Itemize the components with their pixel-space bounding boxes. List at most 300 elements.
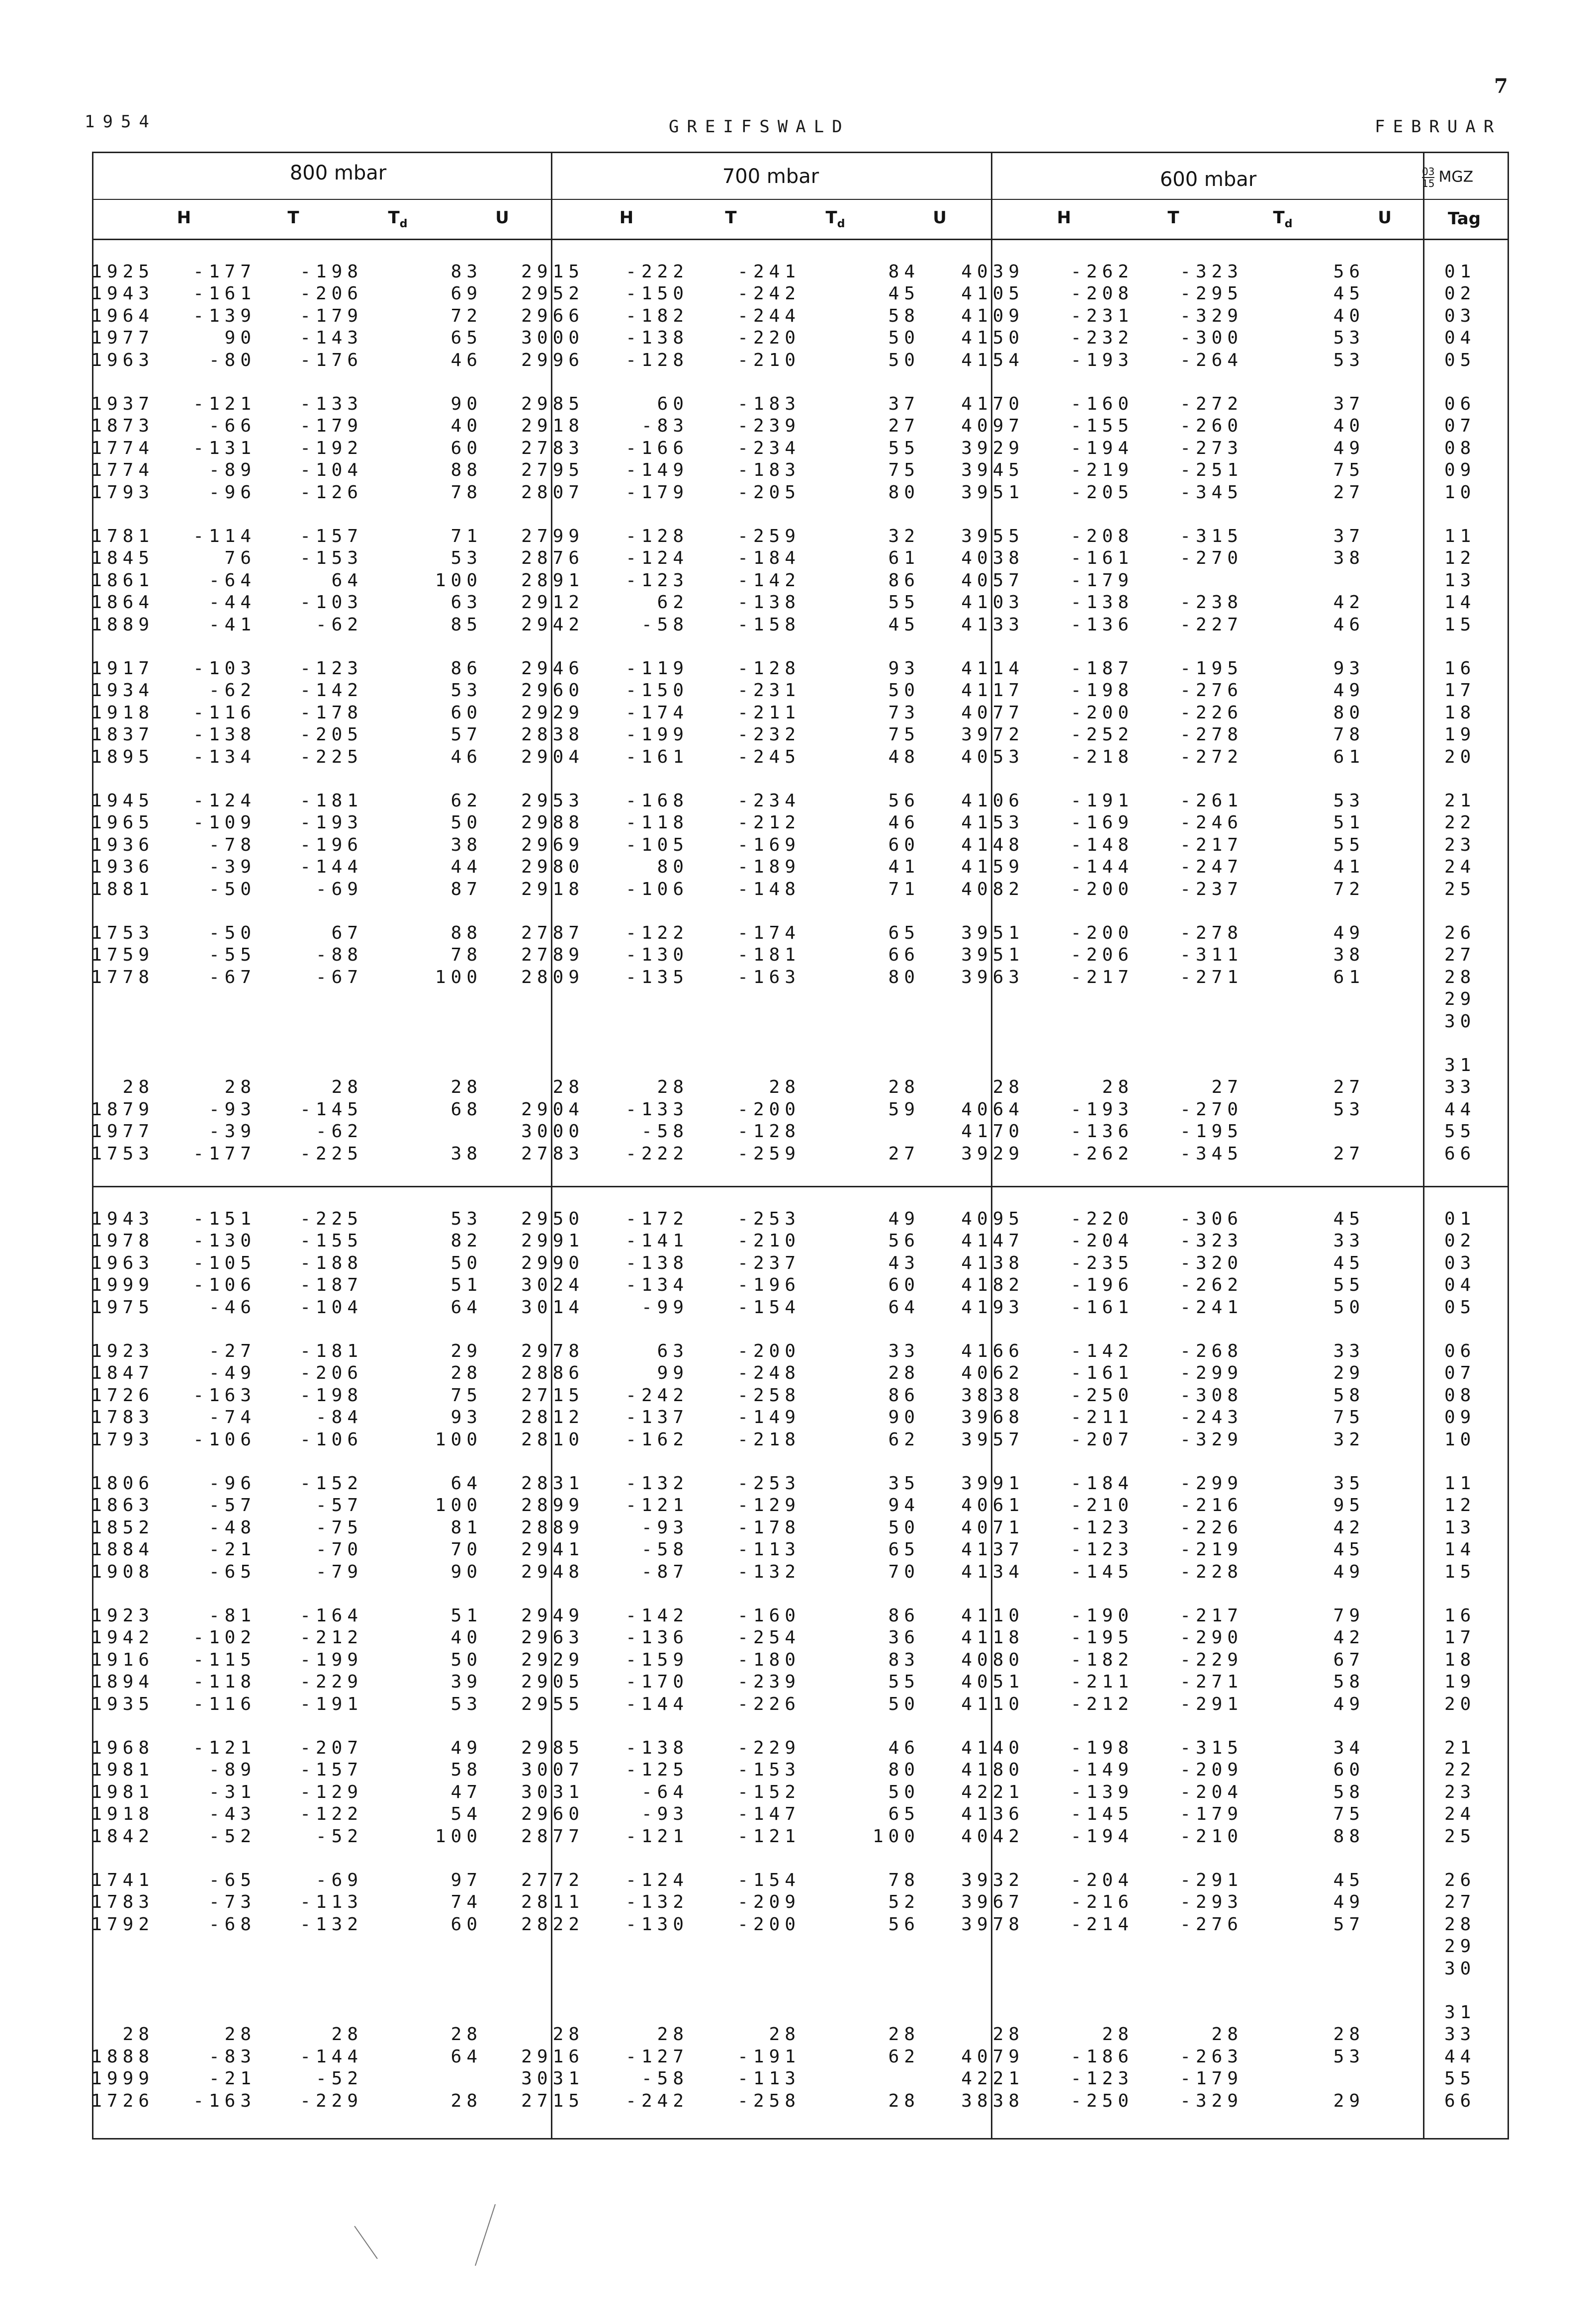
cell-600-td: -311 [1180, 945, 1243, 966]
cell-800-td: -155 [300, 1231, 363, 1251]
cell-800-t: -163 [193, 2090, 256, 2111]
cell-600-t: -196 [1070, 1275, 1134, 1296]
cell-800-h: 1781 [91, 526, 154, 546]
cell-800-t: -116 [193, 1694, 256, 1714]
cell-800-h: 1925 [91, 262, 154, 282]
tag-cell: 31 [1444, 1055, 1476, 1075]
cell-700-u: 55 [888, 592, 920, 613]
cell-600-td: -291 [1180, 1870, 1243, 1890]
cell-800-u [393, 2002, 482, 2024]
cell-700-u: 46 [888, 812, 920, 833]
tag-cell: 23 [1444, 1782, 1476, 1802]
cell-600-u: 42 [1333, 1517, 1365, 1538]
cell-800-u [393, 1011, 482, 1033]
cell-700-t: -124 [625, 1870, 689, 1890]
cell-700-u: 41 [888, 857, 920, 878]
cell-800-h: 1884 [91, 1539, 154, 1560]
cell-600-td: -219 [1180, 1539, 1243, 1560]
cell-800-u: 64 [450, 2046, 482, 2067]
cell-800-u [393, 1936, 482, 1958]
cell-800-t: -68 [208, 1914, 256, 1935]
cell-700-t: -93 [641, 1804, 689, 1825]
cell-600-td: -238 [1180, 592, 1243, 613]
cell-800-t: -81 [208, 1606, 256, 1626]
cell-700-u: 37 [888, 394, 920, 414]
cell-600-td: -345 [1180, 1143, 1243, 1164]
cell-600-h: 4114 [961, 658, 1024, 679]
cell-700-u: 28 [888, 2090, 920, 2111]
cell-700-h: 2889 [521, 1517, 584, 1538]
cell-600-h [935, 1055, 1024, 1076]
cell-800-td: -79 [315, 1561, 363, 1582]
cell-800-u: 40 [450, 416, 482, 437]
cell-700-u: 75 [888, 724, 920, 745]
cell-700-u: 50 [888, 1694, 920, 1714]
tag-cell: 18 [1444, 702, 1476, 723]
cell-700-u [830, 1936, 920, 1958]
cell-700-t: -125 [625, 1760, 689, 1781]
cell-600-h: 4077 [961, 702, 1024, 723]
cell-700-h: 2963 [521, 1627, 584, 1648]
cell-800-t: -177 [193, 262, 256, 282]
cell-600-td: -195 [1180, 1121, 1243, 1142]
cell-700-td: -184 [737, 548, 800, 569]
cell-800-h [65, 988, 154, 1010]
cell-700-t: -132 [625, 1892, 689, 1913]
cell-600-t: -198 [1070, 1738, 1134, 1758]
cell-600-t: -235 [1070, 1252, 1134, 1273]
cell-600-t: -208 [1070, 526, 1134, 546]
cell-600-t: -198 [1070, 680, 1134, 701]
col-header-700-u: U [933, 208, 947, 228]
cell-700-u: 64 [888, 1297, 920, 1318]
cell-700-u [830, 988, 920, 1010]
cell-700-u: 80 [888, 967, 920, 987]
cell-800-u: 69 [450, 283, 482, 304]
cell-700-td: -258 [737, 2090, 800, 2111]
cell-600-u [1275, 988, 1365, 1010]
cell-700-t: -174 [625, 702, 689, 723]
cell-700-t: -172 [625, 1209, 689, 1229]
cell-600-u: 27 [1333, 1143, 1365, 1164]
cell-800-t: -130 [193, 1231, 256, 1251]
cell-800-td: -191 [300, 1694, 363, 1714]
tag-cell: 05 [1444, 1297, 1476, 1318]
cell-600-td: -299 [1180, 1363, 1243, 1384]
cell-600-h: 4150 [961, 328, 1024, 349]
cell-700-h: 2795 [521, 460, 584, 481]
cell-700-t: -242 [625, 2090, 689, 2111]
cell-600-t: -193 [1070, 350, 1134, 370]
cell-800-t: -52 [208, 1826, 256, 1847]
cell-600-h: 4110 [961, 1694, 1024, 1714]
cell-800-h: 1965 [91, 812, 154, 833]
cell-800-h: 1845 [91, 548, 154, 569]
cell-700-u: 50 [888, 680, 920, 701]
cell-700-td: -189 [737, 857, 800, 878]
cell-800-u: 46 [450, 350, 482, 370]
cell-600-t: -142 [1070, 1341, 1134, 1361]
cell-800-t: -83 [208, 2046, 256, 2067]
cell-800-t: -114 [193, 526, 256, 546]
cell-800-u: 50 [450, 1252, 482, 1273]
cell-600-td: -272 [1180, 746, 1243, 767]
cell-800-u: 90 [450, 394, 482, 414]
cell-600-td: -251 [1180, 460, 1243, 481]
cell-800-t: -62 [208, 680, 256, 701]
cell-700-t: -58 [641, 2068, 689, 2089]
cell-700-u: 45 [888, 614, 920, 635]
cell-600-t: -169 [1070, 812, 1134, 833]
cell-600-td: -329 [1180, 1429, 1243, 1450]
tag-cell: 04 [1444, 328, 1476, 349]
tag-cell: 66 [1444, 1143, 1476, 1164]
cell-700-h [495, 1011, 584, 1033]
cell-600-h: 4180 [961, 1760, 1024, 1781]
cell-800-t: 90 [224, 328, 256, 349]
page-number: 7 [1494, 75, 1508, 98]
tag-cell: 23 [1444, 834, 1476, 855]
cell-600-t: -161 [1070, 1297, 1134, 1318]
cell-700-td: -212 [737, 812, 800, 833]
cell-800-h: 1889 [91, 614, 154, 635]
cell-800-u: 83 [450, 262, 482, 282]
cell-700-h [495, 2002, 584, 2024]
cell-600-u: 45 [1333, 1252, 1365, 1273]
cell-700-td: -205 [737, 482, 800, 503]
cell-600-u: 27 [1333, 1077, 1365, 1098]
cell-700-t: -93 [641, 1517, 689, 1538]
cell-700-h: 3031 [521, 1782, 584, 1802]
cell-800-u: 38 [450, 834, 482, 855]
cell-800-h: 1863 [91, 1495, 154, 1516]
cell-600-u [1275, 1936, 1365, 1958]
tag-cell: 10 [1444, 1429, 1476, 1450]
cell-800-t: -41 [208, 614, 256, 635]
cell-700-h: 2809 [521, 967, 584, 987]
cell-600-t: -194 [1070, 438, 1134, 458]
cell-800-td: -143 [300, 328, 363, 349]
cell-600-td: -179 [1180, 1804, 1243, 1825]
cell-600-h: 4170 [961, 1121, 1024, 1142]
cell-700-u: 28 [888, 2024, 920, 2045]
cell-800-td: -67 [315, 967, 363, 987]
cell-700-t: -123 [625, 570, 689, 591]
tag-cell: 13 [1444, 1517, 1476, 1538]
cell-600-h: 3951 [961, 923, 1024, 943]
cell-700-t: -137 [625, 1407, 689, 1428]
cell-600-td [1153, 1936, 1243, 1958]
tag-cell: 26 [1444, 1870, 1476, 1890]
cell-700-u: 90 [888, 1407, 920, 1428]
cell-600-h: 4118 [961, 1627, 1024, 1648]
cell-800-h: 1783 [91, 1407, 154, 1428]
cell-800-u: 28 [450, 1077, 482, 1098]
cell-600-h [935, 2002, 1024, 2024]
cell-800-h: 28 [122, 1077, 154, 1098]
cell-600-u: 49 [1333, 1561, 1365, 1582]
cell-700-h: 2929 [521, 702, 584, 723]
cell-800-h: 1894 [91, 1672, 154, 1693]
cell-700-td: -259 [737, 1143, 800, 1164]
cell-700-t: -162 [625, 1429, 689, 1450]
tag-cell: 30 [1444, 1958, 1476, 1979]
cell-800-t: -138 [193, 724, 256, 745]
tag-cell: 55 [1444, 2068, 1476, 2089]
cell-800-h: 1741 [91, 1870, 154, 1890]
cell-800-td: -225 [300, 1143, 363, 1164]
cell-700-td: -218 [737, 1429, 800, 1450]
cell-800-h [65, 1011, 154, 1033]
cell-800-td: -178 [300, 702, 363, 723]
cell-600-h: 3955 [961, 526, 1024, 546]
cell-700-h: 2952 [521, 283, 584, 304]
cell-800-td: -129 [300, 1782, 363, 1802]
cell-700-u: 78 [888, 1870, 920, 1890]
cell-700-h [495, 988, 584, 1010]
cell-700-td: -113 [737, 1539, 800, 1560]
cell-700-td: -132 [737, 1561, 800, 1582]
cell-600-t: -220 [1070, 1209, 1134, 1229]
cell-700-t: -142 [625, 1606, 689, 1626]
cell-800-h: 1945 [91, 791, 154, 811]
cell-800-t: -89 [208, 1760, 256, 1781]
cell-800-t: 76 [224, 548, 256, 569]
col-header-800-u: U [495, 208, 509, 228]
cell-600-t: -200 [1070, 923, 1134, 943]
tag-cell: 06 [1444, 394, 1476, 414]
tag-cell: 17 [1444, 680, 1476, 701]
cell-800-t: -80 [208, 350, 256, 370]
cell-700-t: -124 [625, 548, 689, 569]
cell-800-u: 49 [450, 1738, 482, 1758]
cell-700-h: 3031 [521, 2068, 584, 2089]
cell-800-t: -106 [193, 1275, 256, 1296]
level-800-header: 800 mbar [289, 162, 387, 184]
cell-700-h: 2985 [521, 394, 584, 414]
cell-600-t: -139 [1070, 1782, 1134, 1802]
cell-700-h: 2990 [521, 1252, 584, 1273]
cell-800-td: -179 [300, 416, 363, 437]
cell-800-td [273, 1936, 363, 1958]
cell-700-h: 2787 [521, 923, 584, 943]
cell-600-u: 78 [1333, 724, 1365, 745]
cell-700-u: 50 [888, 1782, 920, 1802]
cell-800-h: 1888 [91, 2046, 154, 2067]
cell-600-td: -179 [1180, 2068, 1243, 2089]
tag-cell: 19 [1444, 1672, 1476, 1693]
cell-600-u: 95 [1333, 1495, 1365, 1516]
col-header-800-td: $T_d$ [388, 208, 408, 230]
cell-600-td: -306 [1180, 1209, 1243, 1229]
cell-600-u: 75 [1333, 460, 1365, 481]
cell-700-td [711, 1958, 800, 1980]
cell-700-td: -158 [737, 614, 800, 635]
cell-600-h: 3951 [961, 945, 1024, 966]
tag-cell: 12 [1444, 548, 1476, 569]
cell-700-t: -127 [625, 2046, 689, 2067]
tag-cell: 44 [1444, 1099, 1476, 1120]
cell-600-t: -186 [1070, 2046, 1134, 2067]
cell-600-td: -270 [1180, 1099, 1243, 1120]
cell-800-td: -164 [300, 1606, 363, 1626]
cell-800-t [167, 1958, 256, 1980]
cell-700-h: 2899 [521, 1495, 584, 1516]
cell-800-u: 72 [450, 305, 482, 326]
cell-600-td: -273 [1180, 438, 1243, 458]
tag-cell: 06 [1444, 1341, 1476, 1361]
cell-700-t: -58 [641, 1539, 689, 1560]
cell-700-td: -148 [737, 879, 800, 899]
cell-600-td [1153, 988, 1243, 1010]
cell-700-t: -141 [625, 1231, 689, 1251]
cell-600-u: 33 [1333, 1341, 1365, 1361]
cell-600-td: -329 [1180, 2090, 1243, 2111]
cell-700-h: 2942 [521, 614, 584, 635]
tag-cell: 19 [1444, 724, 1476, 745]
cell-600-td: -291 [1180, 1694, 1243, 1714]
cell-800-td: -196 [300, 834, 363, 855]
cell-800-h: 1783 [91, 1892, 154, 1913]
cell-700-t: -150 [625, 680, 689, 701]
cell-700-h: 2916 [521, 2046, 584, 2067]
cell-700-td: -163 [737, 967, 800, 987]
cell-700-t: -121 [625, 1826, 689, 1847]
cell-600-u: 49 [1333, 923, 1365, 943]
cell-700-h: 2948 [521, 1561, 584, 1582]
cell-600-td: -329 [1180, 305, 1243, 326]
cell-600-h: 3838 [961, 2090, 1024, 2111]
cell-600-u: 40 [1333, 416, 1365, 437]
cell-800-h: 1943 [91, 1209, 154, 1229]
cell-800-h: 1837 [91, 724, 154, 745]
cell-600-t: -149 [1070, 1760, 1134, 1781]
cell-800-u: 88 [450, 923, 482, 943]
cell-700-u: 49 [888, 1209, 920, 1229]
cell-700-h: 2772 [521, 1870, 584, 1890]
cell-600-t: -191 [1070, 791, 1134, 811]
cell-700-h: 2966 [521, 305, 584, 326]
cell-800-u: 60 [450, 438, 482, 458]
cell-700-t: -58 [641, 1121, 689, 1142]
cell-800-h: 1847 [91, 1363, 154, 1384]
cell-800-u: 57 [450, 724, 482, 745]
cell-600-h: 4057 [961, 570, 1024, 591]
cell-600-u: 55 [1333, 834, 1365, 855]
cell-800-td: -122 [300, 1804, 363, 1825]
cell-800-t: -161 [193, 283, 256, 304]
cell-800-t: -50 [208, 879, 256, 899]
cell-800-u: 50 [450, 1649, 482, 1670]
cell-600-h: 3978 [961, 1914, 1024, 1935]
cell-700-t: -159 [625, 1649, 689, 1670]
cell-700-h: 2822 [521, 1914, 584, 1935]
cell-800-td: 28 [331, 1077, 363, 1098]
cell-600-t: 28 [1102, 2024, 1134, 2045]
cell-700-h: 2831 [521, 1473, 584, 1494]
cell-700-t: -119 [625, 658, 689, 679]
cell-800-t: -67 [208, 967, 256, 987]
cell-600-h: 4042 [961, 1826, 1024, 1847]
cell-800-u: 53 [450, 1209, 482, 1229]
cell-600-td: -345 [1180, 482, 1243, 503]
cell-800-u: 53 [450, 548, 482, 569]
tag-cell: 21 [1444, 1738, 1476, 1758]
cell-700-td: -154 [737, 1870, 800, 1890]
cell-800-t: -116 [193, 702, 256, 723]
cell-800-t: -65 [208, 1561, 256, 1582]
col-header-800-t: T [287, 208, 299, 228]
tag-cell: 07 [1444, 416, 1476, 437]
tag-cell: 03 [1444, 305, 1476, 326]
cell-800-t: -44 [208, 592, 256, 613]
cell-600-td: -210 [1180, 1826, 1243, 1847]
cell-800-h: 1968 [91, 1738, 154, 1758]
cell-800-td: -62 [315, 614, 363, 635]
cell-700-h: 2988 [521, 812, 584, 833]
cell-800-t: -177 [193, 1143, 256, 1164]
tag-cell: 20 [1444, 746, 1476, 767]
cell-700-h: 2810 [521, 1429, 584, 1450]
cell-700-t: -83 [641, 416, 689, 437]
tag-cell: 02 [1444, 283, 1476, 304]
cell-700-u: 50 [888, 328, 920, 349]
cell-700-td: -152 [737, 1782, 800, 1802]
cell-800-td: -123 [300, 658, 363, 679]
cell-600-t: -136 [1070, 1121, 1134, 1142]
cell-600-t: -212 [1070, 1694, 1134, 1714]
cell-600-h [935, 1958, 1024, 1980]
cell-600-t [1044, 2002, 1134, 2024]
cell-600-td: -247 [1180, 857, 1243, 878]
cell-800-td: -113 [300, 1892, 363, 1913]
cell-600-td: -323 [1180, 262, 1243, 282]
cell-800-td: -52 [315, 2068, 363, 2089]
cell-700-t: -161 [625, 746, 689, 767]
cell-600-u: 53 [1333, 328, 1365, 349]
cell-800-t [167, 1055, 256, 1076]
cell-800-td: -212 [300, 1627, 363, 1648]
cell-600-h: 4117 [961, 680, 1024, 701]
cell-700-td: -183 [737, 394, 800, 414]
cell-600-u [1275, 570, 1365, 592]
cell-800-h: 1999 [91, 2068, 154, 2089]
cell-700-u: 28 [888, 1077, 920, 1098]
cell-600-td: -270 [1180, 548, 1243, 569]
mgz-header: $\frac{03}{15}$ MGZ [1422, 166, 1474, 189]
cell-600-td [1153, 2002, 1243, 2024]
cell-600-h: 4051 [961, 1672, 1024, 1693]
cell-700-td: -169 [737, 834, 800, 855]
cell-700-u: 66 [888, 945, 920, 966]
cell-600-u: 41 [1333, 857, 1365, 878]
cell-700-h: 2811 [521, 1892, 584, 1913]
cell-700-h [495, 1055, 584, 1076]
cell-700-td: -121 [737, 1826, 800, 1847]
tag-cell: 24 [1444, 1804, 1476, 1825]
cell-700-td: -232 [737, 724, 800, 745]
cell-600-t: -231 [1070, 305, 1134, 326]
cell-800-t: -39 [208, 1121, 256, 1142]
tag-cell: 11 [1444, 526, 1476, 546]
cell-700-u: 59 [888, 1099, 920, 1120]
cell-600-h: 4147 [961, 1231, 1024, 1251]
cell-800-td: -181 [300, 1341, 363, 1361]
cell-600-td: -217 [1180, 834, 1243, 855]
cell-600-u: 38 [1333, 945, 1365, 966]
cell-700-t: -222 [625, 262, 689, 282]
cell-600-u [1275, 1055, 1365, 1076]
